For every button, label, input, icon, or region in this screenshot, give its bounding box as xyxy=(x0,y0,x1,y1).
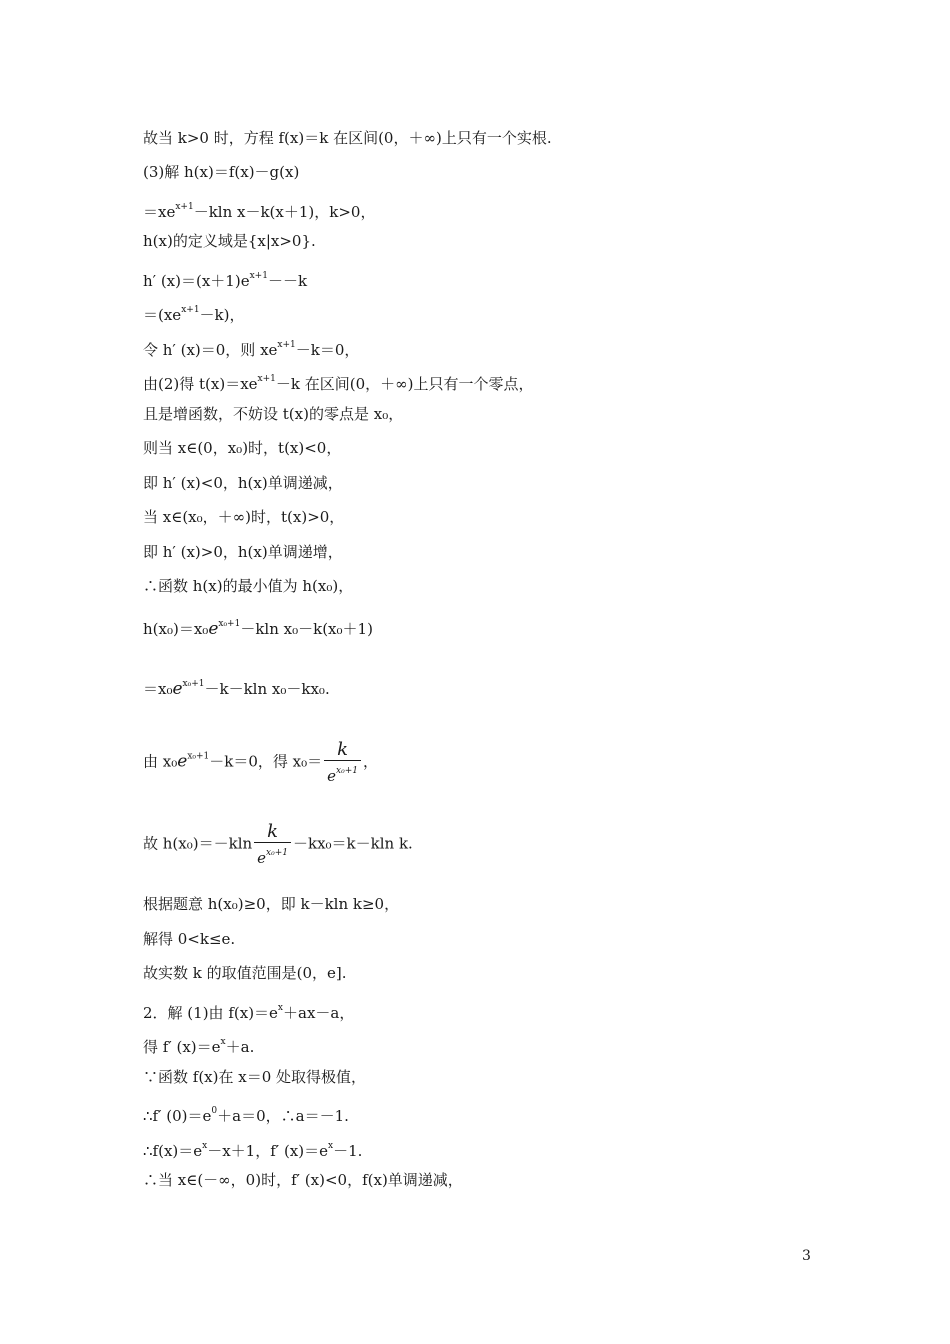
line-text: h(x)的定义域是{x|x>0}. xyxy=(143,232,316,250)
line-tail: －k－kln x₀－kx₀. xyxy=(204,680,330,698)
eq-suffix: ， xyxy=(362,752,378,771)
line-tail: －kln x－k(x＋1)，k>0， xyxy=(193,203,376,221)
superscript: x+1 xyxy=(181,305,200,315)
line-tail: －k 在区间(0，＋∞)上只有一个零点， xyxy=(275,375,534,393)
text-line xyxy=(143,963,347,983)
fraction xyxy=(324,740,361,785)
line-text: 根据题意 h(x₀)≥0，即 k－kln k≥0， xyxy=(143,895,400,913)
denominator-superscript: x₀+1 xyxy=(266,848,288,858)
text-line xyxy=(143,1170,463,1190)
fraction-numerator: k xyxy=(337,739,349,760)
line-text: 令 h′ (x)＝0，则 xe xyxy=(143,341,278,359)
line-text: 则当 x∈(0，x₀)时，t(x)<0， xyxy=(143,439,342,457)
eq-prefix: 由 x₀ xyxy=(143,752,178,771)
line-text: 2．解 (1)由 f(x)＝e xyxy=(143,1004,278,1022)
line-text: ∵函数 f(x)在 x＝0 处取得极值， xyxy=(143,1068,367,1086)
superscript: x₀+1 xyxy=(182,679,205,689)
eq-prefix: 故 h(x₀)＝－kln xyxy=(143,834,253,853)
superscript: x+1 xyxy=(249,271,268,281)
line-text: 解得 0<k≤e. xyxy=(143,930,236,948)
line-tail: ＋ax－a， xyxy=(283,1004,355,1022)
line-text: 得 f′ (x)＝e xyxy=(143,1038,221,1056)
text-line xyxy=(143,369,534,394)
line-text: 即 h′ (x)<0，h(x)单调递减， xyxy=(143,474,343,492)
line-text: ∴当 x∈(－∞，0)时，f′ (x)<0，f(x)单调递减， xyxy=(143,1171,463,1189)
line-text: ＝(xe xyxy=(143,306,182,324)
exp-superscript: x₀+1 xyxy=(187,751,210,762)
fraction xyxy=(254,822,291,867)
line-text: 由(2)得 t(x)＝xe xyxy=(143,375,258,393)
text-line xyxy=(143,614,373,639)
text-line xyxy=(143,438,341,458)
text-line xyxy=(143,300,245,325)
fraction-numerator: k xyxy=(267,821,279,842)
denominator-base: e xyxy=(327,767,337,785)
text-line xyxy=(143,894,399,914)
text-line xyxy=(143,473,343,493)
line-text: 即 h′ (x)>0，h(x)单调递增， xyxy=(143,543,343,561)
superscript: x xyxy=(220,1037,226,1047)
line-text: h(x₀)＝x₀ xyxy=(143,620,209,638)
denominator-superscript: x₀+1 xyxy=(336,766,358,776)
superscript: x xyxy=(277,1003,283,1013)
eq-middle: －k＝0，得 x₀＝ xyxy=(209,752,323,771)
text-line xyxy=(143,1101,349,1126)
text-line xyxy=(143,929,235,949)
line-text: 当 x∈(x₀，＋∞)时，t(x)>0， xyxy=(143,508,345,526)
line-tail: ＋a＝0，∴a＝－1. xyxy=(217,1107,349,1125)
denominator-base: e xyxy=(257,849,267,867)
line-text: h′ (x)＝(x＋1)e xyxy=(143,272,250,290)
exp-base: e xyxy=(177,751,188,772)
fraction-denominator xyxy=(254,842,291,867)
page-number: 3 xyxy=(802,1248,811,1264)
superscript: x xyxy=(328,1141,334,1151)
line-text: ＝xe xyxy=(143,203,176,221)
superscript: x₀+1 xyxy=(218,619,241,629)
text-line xyxy=(143,162,299,182)
superscript: x+1 xyxy=(175,202,194,212)
text-line xyxy=(143,404,403,424)
text-line xyxy=(143,1067,366,1087)
line-tail: －k)， xyxy=(199,306,245,324)
fraction-denominator xyxy=(324,760,361,785)
line-tail: －1. xyxy=(333,1142,363,1160)
superscript: 0 xyxy=(211,1106,218,1116)
text-line xyxy=(143,231,316,251)
line-tail: －k＝0， xyxy=(295,341,360,359)
eq-suffix: －kx₀＝k－kln k. xyxy=(293,834,413,853)
line-text: ∴f(x)＝e xyxy=(143,1142,203,1160)
text-line xyxy=(143,335,359,360)
line-tail: －kln x₀－k(x₀＋1) xyxy=(240,620,373,638)
line-tail: －x＋1，f′ (x)＝e xyxy=(207,1142,328,1160)
line-text: (3)解 h(x)＝f(x)－g(x) xyxy=(143,163,300,181)
superscript: x xyxy=(202,1141,208,1151)
text-line xyxy=(143,1032,254,1057)
text-line xyxy=(143,197,375,222)
text-line xyxy=(143,507,344,527)
line-tail: －－k xyxy=(267,272,308,290)
equation-h-x0 xyxy=(143,822,413,867)
text-line xyxy=(143,998,354,1023)
text-line xyxy=(143,128,552,148)
text-line xyxy=(143,266,307,291)
line-text: ∴函数 h(x)的最小值为 h(x₀)， xyxy=(143,577,354,595)
line-text: 且是增函数，不妨设 t(x)的零点是 x₀， xyxy=(143,405,404,423)
exp-base: e xyxy=(208,619,219,639)
line-tail: ＋a. xyxy=(225,1038,255,1056)
text-line xyxy=(143,542,343,562)
text-line xyxy=(143,576,353,596)
line-text: ∴f′ (0)＝e xyxy=(143,1107,212,1125)
text-line xyxy=(143,674,330,699)
exp-base: e xyxy=(172,679,183,699)
line-text: 故实数 k 的取值范围是(0，e]. xyxy=(143,964,347,982)
equation-solve-x0 xyxy=(143,740,378,785)
text-line xyxy=(143,1136,362,1161)
line-text: ＝x₀ xyxy=(143,680,173,698)
superscript: x+1 xyxy=(277,340,296,350)
superscript: x+1 xyxy=(257,374,276,384)
line-text: 故当 k>0 时，方程 f(x)＝k 在区间(0，＋∞)上只有一个实根. xyxy=(143,129,552,147)
